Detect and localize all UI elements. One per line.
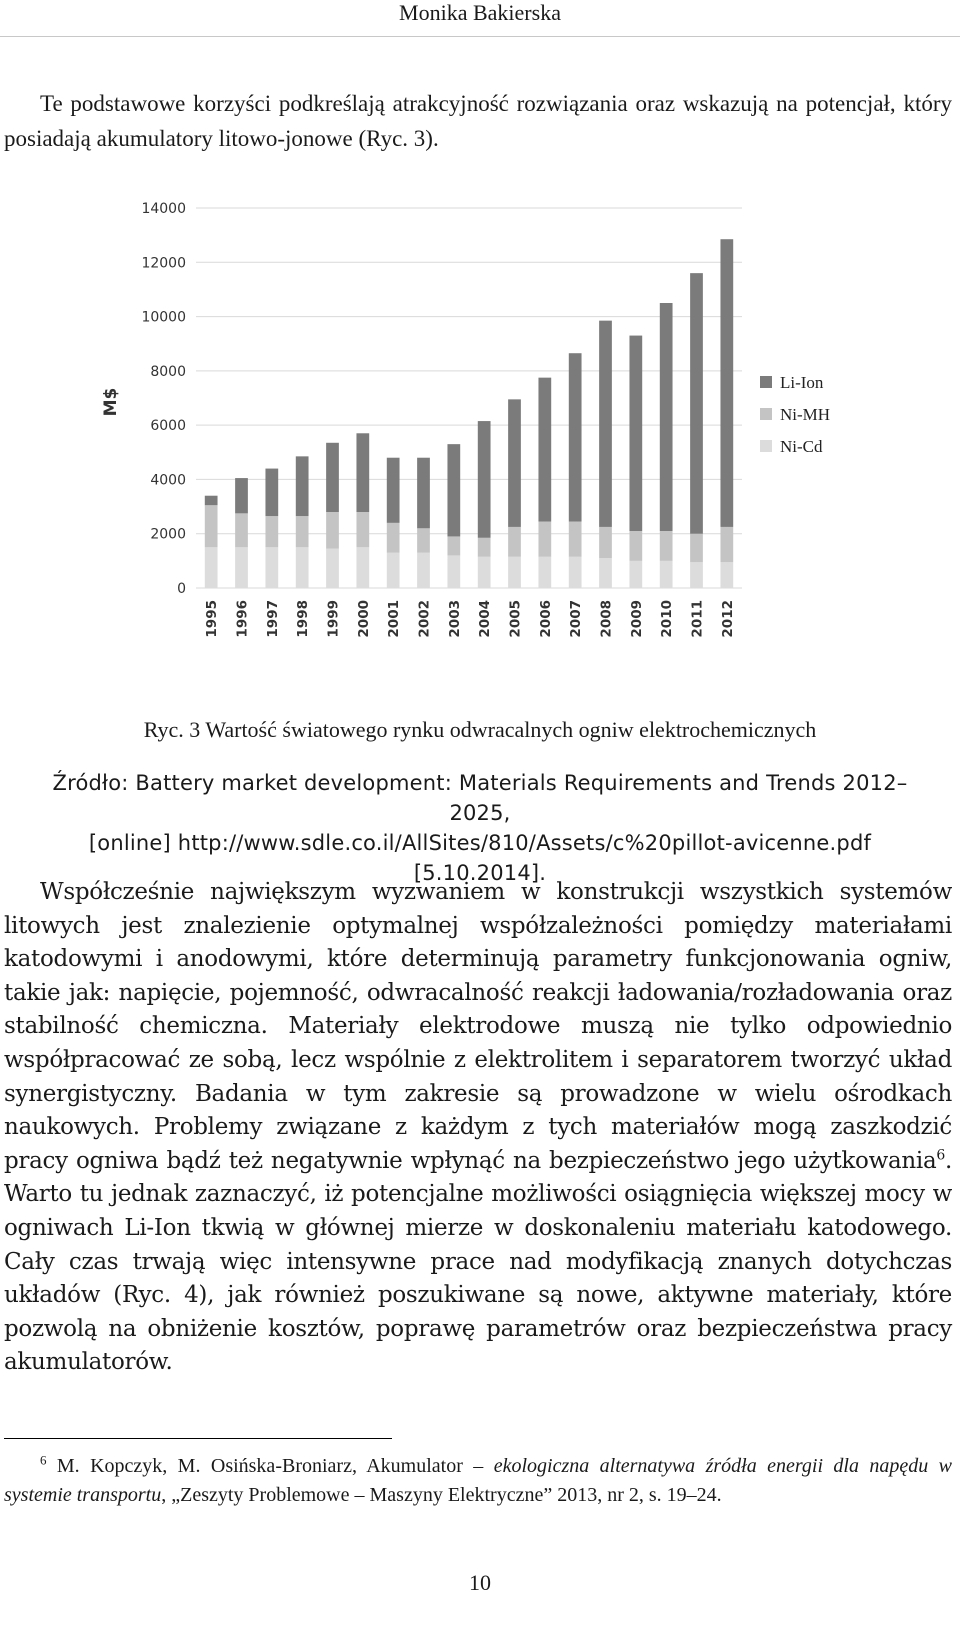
x-tick-label: 2012 [719,600,736,638]
figure-source [30,768,930,888]
bar-ni-cd-2009 [629,561,642,588]
bar-li-ion-2003 [447,444,460,536]
bar-ni-cd-2004 [478,557,491,588]
y-tick-label: 4000 [150,472,186,489]
legend-swatch-ni-mh [760,408,772,420]
bar-li-ion-2012 [720,239,733,527]
footnote [4,1452,952,1510]
legend-swatch-li-ion [760,376,772,388]
y-tick-label: 6000 [150,418,186,435]
intro-paragraph [4,86,952,156]
x-tick-label: 2004 [477,600,494,638]
x-tick-label: 2000 [355,600,372,638]
bar-li-ion-1996 [235,478,248,513]
chart-svg [90,190,890,680]
bar-ni-cd-2006 [538,557,551,588]
body-text-part2: . Warto tu jednak zaznaczyć, iż potencjalne możliwości osiągnięcia większej mocy w ogniwach Li-Ion tkwią w głównej mierze w doskonaleniu materiału katodowego. Cały czas trwają więc intensywne prace nad modyfikacją znanych dotychczas układów (Ryc. 4), jak również poszukiwane są nowe, aktywne materiały, które pozwolą na obniżenie kosztów, poprawę parametrów oraz bezpieczeństwa pracy akumulatorów. [4,1147,952,1376]
bar-li-ion-2001 [387,458,400,523]
bar-ni-mh-2006 [538,522,551,557]
x-tick-label: 1995 [204,600,221,638]
footnote-reference[interactable]: 6 [936,1147,945,1164]
bar-ni-cd-2001 [387,553,400,588]
x-tick-label: 2001 [386,600,403,638]
bar-ni-mh-1997 [265,516,278,547]
source-line-1: Źródło: Battery market development: Materials Requirements and Trends 2012–2025, [52,771,908,825]
x-tick-label: 2009 [628,600,645,638]
footnote-rest: , „Zeszyty Problemowe – Maszyny Elektryczne” 2013, nr 2, s. 19–24. [161,1484,722,1506]
bar-ni-mh-2008 [599,527,612,558]
bar-ni-cd-1995 [205,547,218,588]
legend-label-ni-cd: Ni-Cd [780,437,823,456]
bar-ni-mh-2002 [417,528,430,552]
bar-ni-mh-2003 [447,536,460,555]
x-tick-label: 2007 [568,600,585,638]
bar-li-ion-2006 [538,378,551,522]
bar-li-ion-2000 [356,433,369,512]
bar-li-ion-1998 [296,456,309,516]
bar-ni-cd-2002 [417,553,430,588]
footnote-title: ekologiczna alternatywa źródła energii dla napędu w systemie transportu [4,1455,952,1506]
page-number: 10 [469,1570,491,1595]
legend-label-li-ion: Li-Ion [780,373,824,392]
bar-ni-cd-2000 [356,547,369,588]
bar-ni-cd-1999 [326,549,339,588]
bar-ni-mh-2011 [690,534,703,563]
bar-li-ion-1999 [326,443,339,512]
y-tick-label: 0 [177,581,186,597]
x-tick-label: 2005 [507,600,524,638]
running-head [0,0,960,37]
bar-ni-cd-2008 [599,558,612,588]
intro-text: Te podstawowe korzyści podkreślają atrakcyjność rozwiązania oraz wskazują na potencjał, który posiadają akumulatory litowo-jonowe (Ryc. 3). [4,91,952,151]
x-tick-label: 1996 [234,600,251,638]
bar-ni-cd-2012 [720,562,733,588]
bar-ni-cd-2005 [508,557,521,588]
bar-ni-mh-2010 [660,531,673,561]
y-tick-label: 12000 [141,255,186,272]
bar-ni-cd-1996 [235,547,248,588]
bar-ni-cd-2003 [447,555,460,588]
y-tick-label: 14000 [141,201,186,217]
bar-li-ion-2011 [690,273,703,534]
footnote-divider [4,1438,392,1439]
bar-ni-mh-2012 [720,527,733,562]
body-text-part1: Współcześnie największym wyzwaniem w konstrukcji wszystkich systemów litowych jest znalezienie optymalnej współzależności pomiędzy materiałami katodowymi i anodowymi, które determinują parametry funkcjonowania ogniw, takie jak: napięcie, pojemność, odwracalność reakcji ładowania/rozładowania oraz stabilność chemiczna. Materiały elektrodowe muszą nie tylko odpowiednio współpracować ze sobą, lecz wspólnie z elektrolitem i separatorem tworzyć układ synergistyczny. Badania w tym zakresie są prowadzone w wielu ośrodkach naukowych. Problemy związane z każdym z tych materiałów mogą zaszkodzić pracy ogniwa bądź też negatywnie wpłynąć na bezpieczeństwo jego użytkowania [4,879,952,1174]
bar-ni-cd-1998 [296,547,309,588]
market-value-chart [90,190,890,680]
bar-ni-cd-2007 [569,557,582,588]
x-tick-label: 2008 [598,600,615,638]
footnote-number: 6 [40,1452,47,1468]
bar-ni-mh-2001 [387,523,400,553]
bar-li-ion-2002 [417,458,430,529]
footnote-authors: M. Kopczyk, M. Osińska-Broniarz, Akumulator – [46,1455,494,1477]
legend-swatch-ni-cd [760,440,772,452]
bar-li-ion-2010 [660,303,673,531]
bar-ni-mh-2005 [508,527,521,557]
bar-li-ion-2005 [508,399,521,527]
x-tick-label: 1997 [264,600,281,638]
x-tick-label: 2006 [537,600,554,638]
x-tick-label: 2010 [659,600,676,638]
bar-ni-mh-1998 [296,516,309,547]
bar-ni-mh-2007 [569,522,582,557]
author-name: Monika Bakierska [399,0,561,25]
bar-li-ion-1995 [205,496,218,506]
x-tick-label: 2011 [689,600,706,638]
bar-ni-mh-1995 [205,505,218,547]
bar-ni-mh-1996 [235,513,248,547]
y-tick-label: 10000 [141,309,186,326]
bar-li-ion-1997 [265,469,278,516]
bar-li-ion-2009 [629,336,642,531]
bar-li-ion-2008 [599,321,612,527]
y-tick-label: 8000 [150,363,186,380]
x-tick-label: 2003 [446,600,463,638]
bar-ni-cd-2010 [660,561,673,588]
bar-ni-cd-2011 [690,562,703,588]
bar-ni-mh-2000 [356,512,369,547]
bar-ni-mh-1999 [326,512,339,549]
y-tick-label: 2000 [150,526,186,543]
y-axis-label: M$ [101,387,121,417]
figure-caption: Ryc. 3 Wartość światowego rynku odwracalnych ogniw elektrochemicznych [143,717,817,742]
legend-label-ni-mh: Ni-MH [780,405,831,424]
x-tick-label: 2002 [416,600,433,638]
bar-li-ion-2007 [569,353,582,521]
source-line-2: [online] http://www.sdle.co.il/AllSites/810/Assets/c%20pillot-avicenne.pdf [5.10.2014]. [88,831,872,885]
body-paragraph [4,876,952,1380]
bar-ni-cd-1997 [265,547,278,588]
bar-ni-mh-2004 [478,538,491,557]
bar-li-ion-2004 [478,421,491,538]
bar-ni-mh-2009 [629,531,642,561]
x-tick-label: 1999 [325,600,342,638]
x-tick-label: 1998 [295,600,312,638]
